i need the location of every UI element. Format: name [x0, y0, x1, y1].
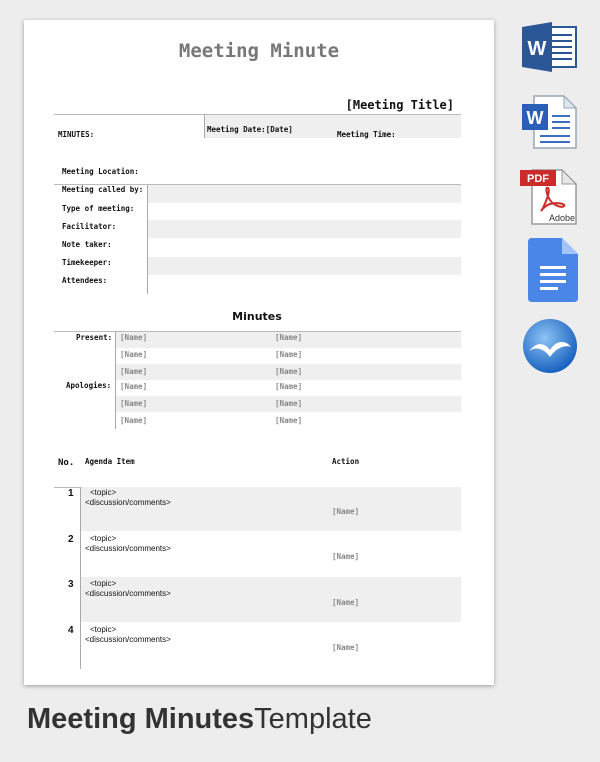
agenda-band	[81, 487, 461, 531]
pdf-adobe-icon[interactable]	[520, 168, 578, 230]
detail-timekeeper: Timekeeper:	[62, 258, 112, 267]
attendee-name: [Name]	[275, 416, 303, 425]
openoffice-icon[interactable]	[521, 317, 579, 379]
meeting-title: [Meeting Title]	[345, 98, 454, 112]
attendee-name: [Name]	[120, 367, 148, 376]
adobe-label: Adobe	[548, 213, 576, 223]
agenda-item-header: Agenda Item	[85, 457, 135, 466]
attendee-name: [Name]	[275, 399, 303, 408]
agenda-action: [Name]	[332, 598, 360, 607]
attendee-name: [Name]	[120, 333, 148, 342]
agenda-number: 3	[68, 579, 74, 590]
doc-title: Meeting Minute	[178, 40, 340, 62]
detail-note-taker: Note taker:	[62, 240, 112, 249]
detail-facilitator: Facilitator:	[62, 222, 117, 231]
attendee-name: [Name]	[120, 350, 148, 359]
agenda-divider	[80, 487, 81, 669]
agenda-comments: <discussion/comments>	[85, 589, 171, 598]
agenda-action: [Name]	[332, 552, 360, 561]
apologies-label: Apologies:	[66, 381, 112, 390]
caption-bold: Meeting Minutes	[27, 703, 255, 735]
pdf-label: PDF	[527, 173, 549, 185]
attendee-name: [Name]	[275, 382, 303, 391]
agenda-topic: <topic>	[90, 625, 117, 634]
caption-regular: Template	[254, 703, 372, 735]
attendee-name: [Name]	[120, 416, 148, 425]
details-band	[148, 185, 461, 203]
header-divider	[204, 114, 205, 138]
names-divider	[115, 332, 116, 429]
detail-location: Meeting Location:	[62, 167, 139, 176]
agenda-action-header: Action	[332, 457, 360, 466]
word-doc-icon-letter: W	[526, 108, 544, 128]
agenda-comments: <discussion/comments>	[85, 544, 171, 553]
word-icon-letter: W	[527, 38, 547, 60]
attendee-name: [Name]	[120, 399, 148, 408]
agenda-no-header: No.	[58, 458, 75, 468]
detail-called-by: Meeting called by:	[62, 185, 144, 194]
present-label: Present:	[76, 333, 113, 342]
attendee-name: [Name]	[120, 382, 148, 391]
google-docs-icon[interactable]	[528, 238, 578, 306]
agenda-topic: <topic>	[90, 579, 117, 588]
agenda-topic: <topic>	[90, 534, 117, 543]
agenda-topic: <topic>	[90, 488, 117, 497]
agenda-band	[81, 577, 461, 622]
details-divider	[147, 185, 148, 294]
word-doc-icon[interactable]	[520, 94, 578, 154]
header-top-line	[54, 114, 461, 115]
document-page	[24, 20, 494, 685]
detail-type: Type of meeting:	[62, 204, 135, 213]
agenda-comments: <discussion/comments>	[85, 635, 171, 644]
attendee-name: [Name]	[275, 333, 303, 342]
meeting-date: Meeting Date:[Date]	[207, 125, 293, 134]
attendee-name: [Name]	[275, 367, 303, 376]
attendee-name: [Name]	[275, 350, 303, 359]
agenda-number: 1	[68, 488, 74, 499]
minutes-heading: Minutes	[232, 310, 282, 323]
details-band	[148, 257, 461, 275]
minutes-label: MINUTES:	[58, 130, 95, 139]
agenda-number: 2	[68, 534, 74, 545]
detail-attendees: Attendees:	[62, 276, 108, 285]
agenda-number: 4	[68, 625, 74, 636]
word-icon[interactable]	[520, 22, 578, 76]
agenda-action: [Name]	[332, 507, 360, 516]
details-band	[148, 220, 461, 238]
caption	[27, 703, 372, 736]
agenda-action: [Name]	[332, 643, 360, 652]
agenda-comments: <discussion/comments>	[85, 498, 171, 507]
meeting-time: Meeting Time:	[337, 130, 396, 139]
